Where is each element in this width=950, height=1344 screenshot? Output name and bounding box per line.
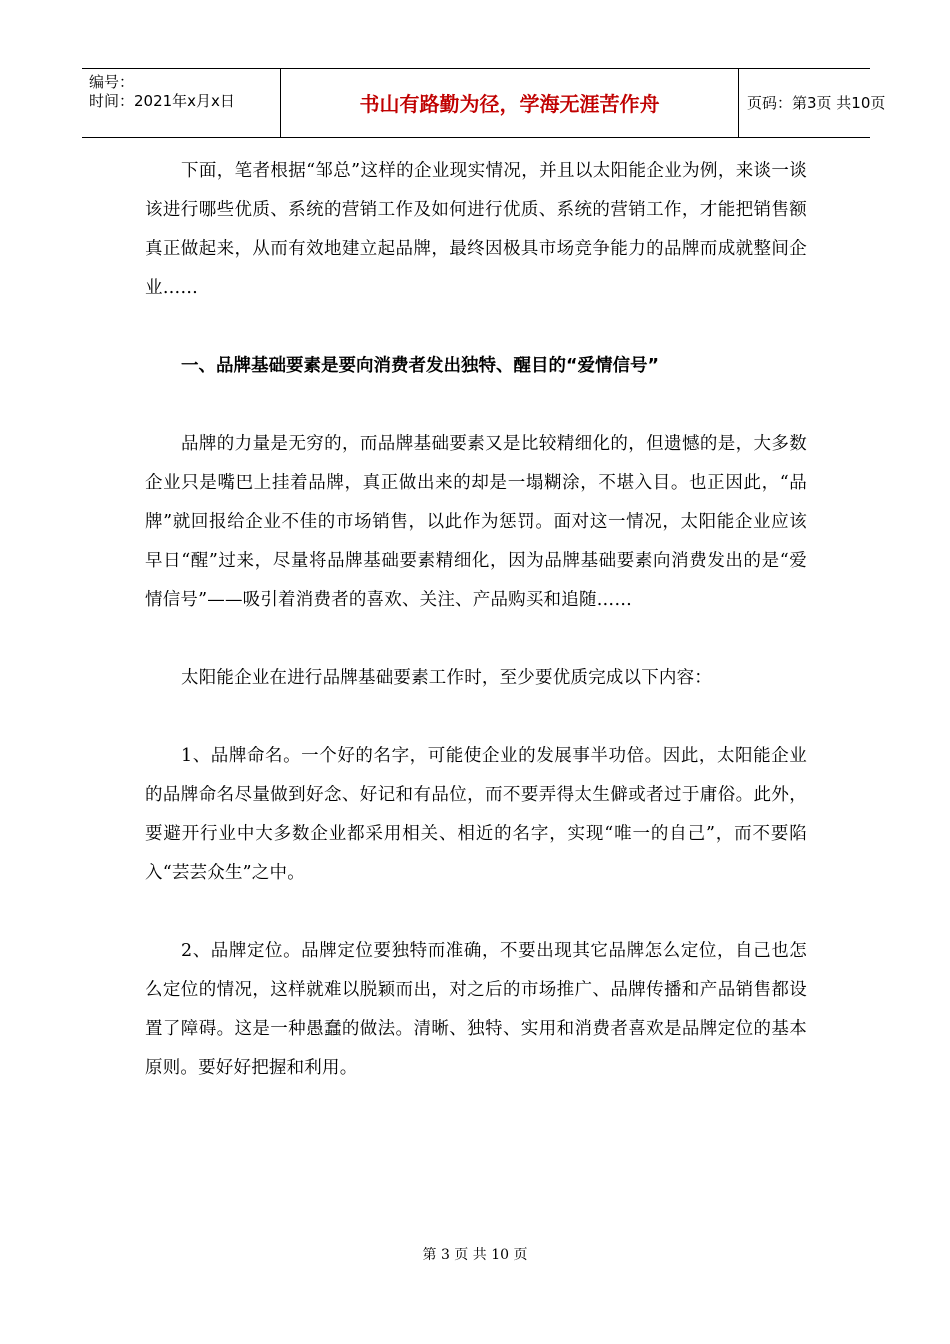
paragraph-spacer <box>145 308 807 347</box>
serial-number-label: 编号： <box>89 73 135 91</box>
section-heading: 一、品牌基础要素是要向消费者发出独特、醒目的“爱情信号” <box>181 356 660 376</box>
paragraph-spacer <box>145 620 807 659</box>
header-page-info: 页码：第3页 共10页 <box>747 94 886 112</box>
paragraph-spacer <box>145 386 807 425</box>
intro-paragraph: 下面，笔者根据“邹总”这样的企业现实情况，并且以太阳能企业为例，来谈一谈该进行哪些优质、系统的营销工作及如何进行优质、系统的营销工作，才能把销售额真正做起来，从而有效地建立起品牌，最终因极具市场竞争能力的品牌而成就整间企业…… <box>145 161 807 298</box>
paragraph-spacer <box>145 698 807 737</box>
document-body <box>145 152 807 1088</box>
date-line: 时间：2021年x月x日 <box>89 92 235 110</box>
document-header <box>82 68 886 138</box>
body-paragraph: 品牌的力量是无穷的，而品牌基础要素又是比较精细化的，但遗憾的是，大多数企业只是嘴巴上挂着品牌，真正做出来的却是一塌糊涂，不堪入目。也正因此，“品牌”就回报给企业不佳的市场销售，以此作为惩罚。面对这一情况，太阳能企业应该早日“醒”过来，尽量将品牌基础要素精细化，因为品牌基础要素向消费发出的是“爱情信号”——吸引着消费者的喜欢、关注、产品购买和追随…… <box>145 434 807 610</box>
list-item-brand-naming: 1、品牌命名。一个好的名字，可能使企业的发展事半功倍。因此，太阳能企业的品牌命名尽量做到好念、好记和有品位，而不要弄得太生僻或者过于庸俗。此外，要避开行业中大多数企业都采用相关、相近的名字，实现“唯一的自己”，而不要陷入“芸芸众生”之中。 <box>145 746 807 883</box>
paragraph-spacer <box>145 893 807 932</box>
header-page-cell <box>739 69 886 137</box>
page-footer: 第 3 页 共 10 页 <box>422 1247 528 1263</box>
header-motto-cell <box>281 69 739 137</box>
header-meta-cell <box>82 69 281 137</box>
body-paragraph: 太阳能企业在进行品牌基础要素工作时，至少要优质完成以下内容： <box>181 668 712 688</box>
header-motto: 书山有路勤为径，学海无涯苦作舟 <box>359 92 660 116</box>
list-item-brand-positioning: 2、品牌定位。品牌定位要独特而准确，不要出现其它品牌怎么定位，自己也怎么定位的情况，这样就难以脱颖而出，对之后的市场推广、品牌传播和产品销售都设置了障碍。这是一种愚蠢的做法。清晰、独特、实用和消费者喜欢是品牌定位的基本原则。要好好把握和利用。 <box>145 941 807 1078</box>
